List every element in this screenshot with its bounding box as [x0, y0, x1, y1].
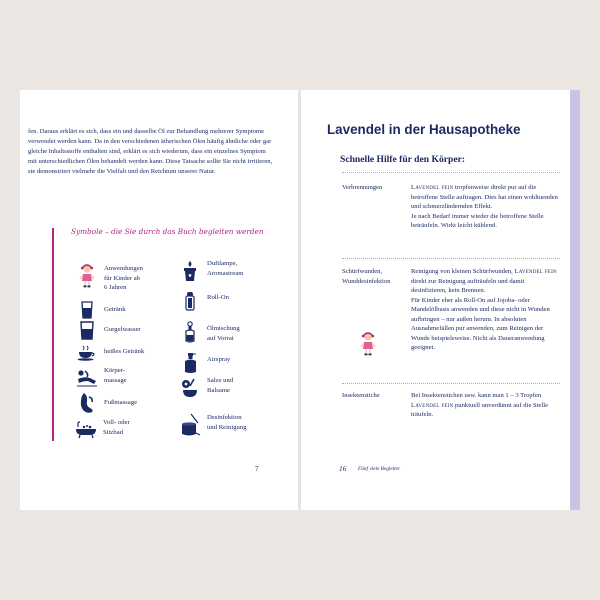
page-title: Lavendel in der Hausapotheke — [327, 122, 521, 137]
divider — [342, 258, 560, 259]
symbol-label: Roll-On — [207, 294, 229, 301]
symbol-label: Anwendungen für Kinder ab 6 Jahren — [104, 265, 144, 292]
symbol-label: Airspray — [207, 356, 231, 363]
symbol-label: Gurgelwasser — [104, 326, 141, 333]
symbol-child — [76, 264, 143, 293]
divider — [342, 172, 560, 173]
entry-category: Schürfwunden, Wunddesinfektion — [342, 268, 391, 285]
symbol-oil-burner — [179, 259, 243, 283]
child-icon — [360, 332, 376, 356]
entry-text: Bei Insektenstichen usw. kann man 1 – 3 Tropfen Lavendel fein punktuell unverdünnt auf die Stelle träufeln. — [411, 392, 549, 418]
symbol-label: Salze und Balsame — [207, 377, 234, 394]
entry-text: Lavendel fein tropfenweise direkt pur auf die betroffene Stelle auftragen. Dies hat einen wohltuenden und schmerzlindernden Effekt. Je nach Bedarf immer wieder die betroffene Stelle beträufeln. Wirkt leicht kühlend. — [411, 184, 558, 229]
spray-bottle-icon — [179, 351, 201, 375]
symbol-roll-on — [179, 289, 229, 313]
section-subtitle: Schnelle Hilfe für den Körper: — [340, 154, 466, 165]
symbol-oil-blend — [179, 320, 240, 344]
oil-name: Lavendel fein — [411, 184, 454, 191]
symbol-foot-massage — [76, 391, 137, 415]
symbol-gargle — [76, 318, 141, 342]
page-number-right: 16 — [339, 464, 347, 473]
symbol-airspray — [179, 351, 230, 375]
symbol-hot-drink — [76, 341, 144, 365]
page-number-left: 7 — [255, 465, 259, 473]
entry-text: Reinigung von kleinen Schürfwunden, Lavendel fein direkt zur Reinigung aufträufeln und damit desinfizieren, kein Brennen. Für Kinder eher als Roll-On auf Jojoba- oder Mandelölbasis anwenden und diese nicht in Wunden aufbringen – nur außen herum. In absoluten Ausnahmefällen pur anwenden, zum Reinigen der Wunde beispielsweise. Nicht als Daueranwendung geeignet. — [411, 268, 557, 351]
entry-child-text: Je nach Bedarf immer wieder die betroffene Stelle beträufeln. Wirkt leicht kühlend. — [411, 212, 544, 229]
symbol-bath — [75, 418, 130, 442]
intro-paragraph: fen. Daraus erklärt es sich, dass ein und dasselbe Öl zur Behandlung mehrerer Symptome verwendet werden kann. Da in den verschiedenen ätherischen Ölen häufig ähnliche oder gar gleiche Inhaltsstoffe enthalten sind, erklärt es sich wiederum, dass ein einzelnes Symptom mit unterschiedlichen Ölen behandelt werden kann. Diese Tatsache sollte Sie nicht irritieren, sie demonstriert vielmehr die Vielfalt und den Reichtum unserer Natur. — [28, 128, 273, 176]
child-icon — [76, 264, 98, 288]
foot-massage-icon — [76, 391, 98, 415]
salve-icon — [179, 376, 201, 400]
entry-category: Verbrennungen — [342, 184, 383, 191]
oil-burner-icon — [179, 259, 201, 283]
entry-child-text: Für Kinder eher als Roll-On auf Jojoba- oder Mandelölbasis anwenden und diese nicht in Wunden aufbringen – nur außen herum. In absoluten Ausnahmefällen pur anwenden, zum Reinigen der Wunde beispielsweise. Nicht als Daueranwendung geeignet. — [411, 296, 550, 351]
symbol-label: Ölmischung auf Vorrat — [207, 325, 240, 342]
symbol-salts — [179, 376, 233, 400]
running-footer: Fünf viele Begleiter — [358, 466, 401, 472]
symbol-label: Getränk — [104, 306, 126, 313]
bathtub-icon — [75, 418, 97, 442]
symbol-body-massage — [76, 366, 127, 390]
divider — [342, 383, 560, 384]
symbols-title: Symbole – die Sie durch das Buch begleiten werden — [71, 227, 264, 236]
massage-icon — [76, 366, 98, 390]
symbol-label: Desinfektion und Reinigung — [207, 414, 247, 431]
oil-bottle-icon — [179, 320, 201, 344]
oil-name: Lavendel fein — [514, 268, 557, 275]
roll-on-icon — [179, 289, 201, 313]
symbol-label: Körper- massage — [104, 367, 127, 384]
symbol-label: Fußmassage — [104, 399, 138, 406]
gargle-glass-icon — [76, 318, 98, 342]
symbol-disinfection — [179, 413, 247, 437]
thumb-tab — [570, 90, 580, 510]
disinfection-icon — [179, 413, 201, 437]
symbol-label: Duftlampe, Aromastream — [207, 260, 244, 277]
hot-cup-icon — [76, 341, 98, 365]
symbol-label: Voll- oder Sitzbad — [103, 419, 130, 436]
symbols-box-line — [52, 228, 54, 441]
oil-name: Lavendel fein — [411, 401, 454, 409]
entry-category: Insektenstiche — [342, 392, 380, 399]
symbol-label: heißes Getränk — [104, 348, 145, 355]
